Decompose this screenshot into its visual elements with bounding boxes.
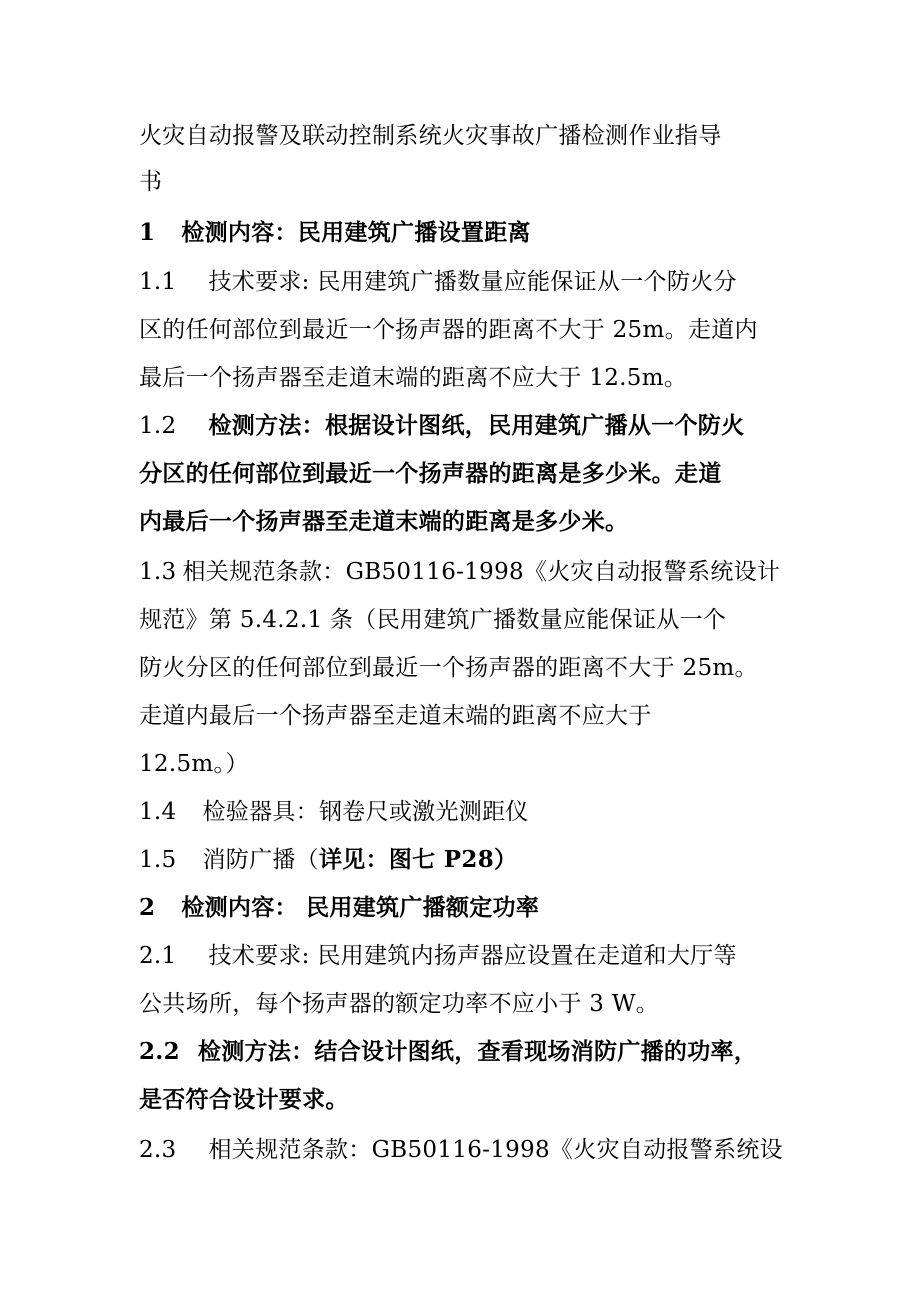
item-number: 1.1 [139, 269, 177, 295]
item-number: 2.2 [139, 1038, 180, 1065]
item-2-1-line-1 [139, 941, 737, 971]
item-text: 分区的任何部位到最近一个扬声器的距离是多少米。走道 [139, 460, 722, 487]
item-text: 内最后一个扬声器至走道末端的距离是多少米。 [139, 508, 629, 535]
item-1-1-line-3 [139, 363, 687, 393]
section-1-heading [139, 218, 531, 248]
figure-reference: 详见：图七 P28） [318, 846, 518, 873]
item-text: 消防广播（ [202, 847, 319, 873]
item-1-1-line-2 [139, 315, 758, 345]
item-text: 公共场所，每个扬声器的额定功率不应小于 3 W。 [139, 991, 660, 1017]
section-heading-text: 检测内容： 民用建筑广播额定功率 [181, 894, 540, 921]
item-1-3-line-3 [139, 653, 758, 683]
item-1-2-line-1 [139, 411, 744, 441]
item-text: 防火分区的任何部位到最近一个扬声器的距离不大于 25m。 [139, 655, 758, 681]
section-number: 1 [139, 219, 156, 246]
item-text: 是否符合设计要求。 [139, 1086, 349, 1113]
item-number: 1.3 [139, 559, 177, 585]
item-text: 技术要求: 民用建筑内扬声器应设置在走道和大厅等 [208, 943, 737, 969]
item-text: 检测方法：结合设计图纸，查看现场消防广播的功率， [197, 1038, 758, 1065]
item-1-3-line-4 [139, 701, 652, 731]
item-text: 相关规范条款：GB50116-1998《火灾自动报警系统设计 [182, 559, 781, 585]
item-2-3-line-1 [139, 1135, 783, 1165]
item-text: 最后一个扬声器至走道末端的距离不应大于 12.5m。 [139, 365, 688, 391]
item-1-2-line-3 [139, 507, 628, 537]
item-number: 1.2 [139, 413, 177, 439]
item-2-2-line-1 [139, 1037, 757, 1067]
item-text: 区的任何部位到最近一个扬声器的距离不大于 25m。走道内 [139, 317, 758, 343]
item-number: 2.3 [139, 1137, 177, 1163]
title-text-continued: 书 [139, 169, 163, 195]
item-1-4-line-1 [139, 797, 529, 827]
item-text: 12.5m。） [139, 751, 249, 777]
item-2-2-line-2 [139, 1085, 349, 1115]
item-number: 1.5 [139, 847, 177, 873]
document-title-line-1 [139, 121, 722, 151]
item-text: 相关规范条款：GB50116-1998《火灾自动报警系统设 [208, 1137, 783, 1163]
item-number: 2.1 [139, 943, 177, 969]
title-text: 火灾自动报警及联动控制系统火灾事故广播检测作业指导 [139, 123, 722, 149]
section-number: 2 [139, 894, 156, 921]
item-1-3-line-5 [139, 749, 249, 779]
item-1-1-line-1 [139, 267, 737, 297]
item-text: 技术要求: 民用建筑广播数量应能保证从一个防火分 [208, 269, 737, 295]
item-text: 检测方法：根据设计图纸，民用建筑广播从一个防火 [208, 412, 745, 439]
document-title-line-2 [139, 167, 162, 197]
item-1-5-line-1 [139, 845, 517, 875]
item-text: 走道内最后一个扬声器至走道末端的距离不应大于 [139, 703, 652, 729]
section-2-heading [139, 893, 539, 923]
section-heading-text: 检测内容：民用建筑广播设置距离 [181, 219, 531, 246]
item-text: 规范》第 5.4.2.1 条（民用建筑广播数量应能保证从一个 [139, 607, 727, 633]
item-2-1-line-2 [139, 989, 659, 1019]
item-number: 1.4 [139, 799, 177, 825]
item-1-3-line-2 [139, 605, 726, 635]
item-1-2-line-2 [139, 459, 722, 489]
item-text: 检验器具：钢卷尺或激光测距仪 [202, 799, 529, 825]
item-1-3-line-1 [139, 557, 780, 587]
